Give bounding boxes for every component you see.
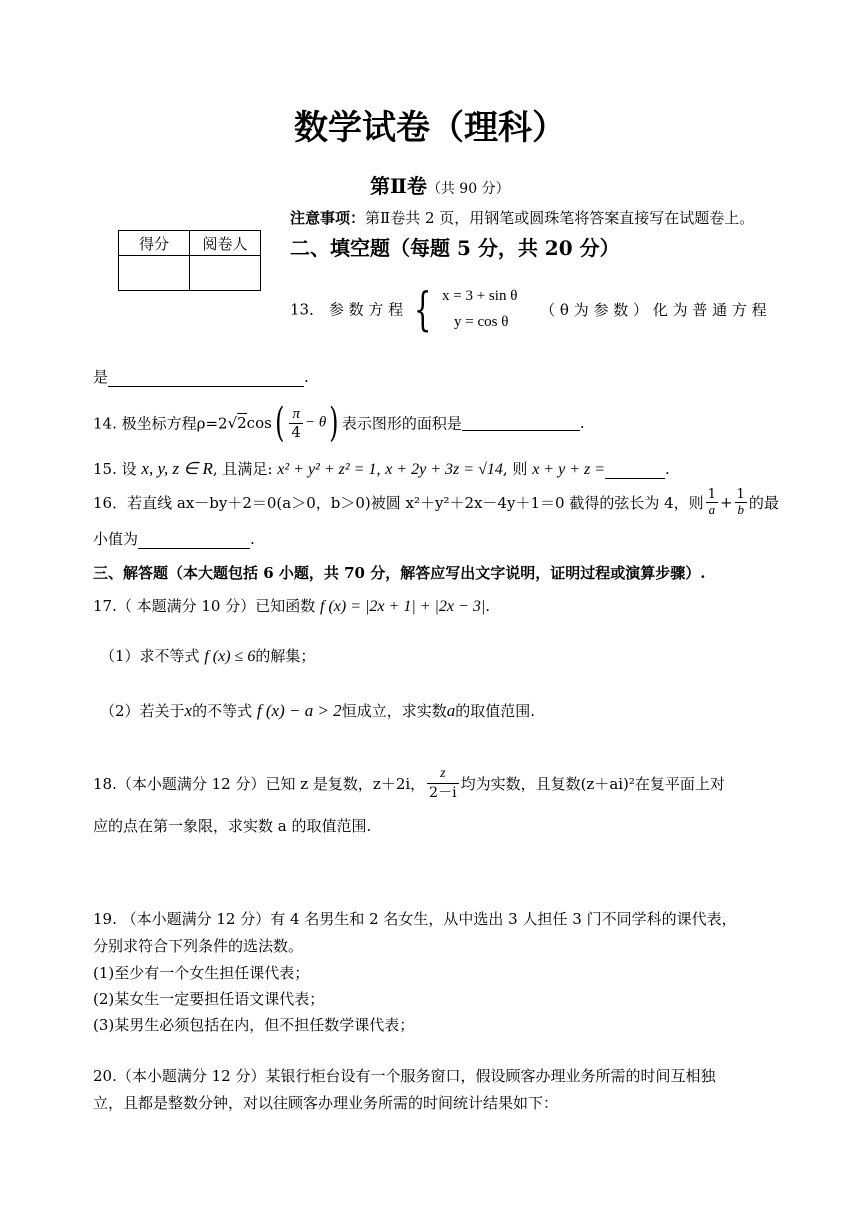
q13-brace: {	[413, 282, 432, 336]
paper-section-label	[370, 170, 510, 199]
grader-header: 阅卷人	[190, 231, 261, 256]
q19-line2: 分别求符合下列条件的选法数。	[93, 937, 304, 955]
q17-p2-mid: 的不等式	[192, 702, 253, 720]
q14-fraction: $\frac{\pi}{4}$	[291, 405, 301, 441]
page-title: 数学试卷（理科）	[294, 108, 566, 148]
q16-frac2: $\frac{1}{b}$	[736, 487, 745, 517]
q16-line1: 16．若直线 ax－by＋2＝0(a＞0，b＞0)被圆 x²＋y²＋2x－4y＋1＝0 截得的弦长为 4，则	[93, 494, 704, 512]
q17-part2	[100, 700, 535, 721]
question-18	[93, 765, 725, 802]
score-header: 得分	[119, 231, 190, 256]
grader-cell[interactable]	[190, 256, 261, 291]
score-table	[118, 230, 261, 291]
q15-end: .	[665, 460, 670, 478]
q13-prefix: 13． 参 数 方 程	[290, 300, 404, 319]
q17-p2-var2: a	[446, 701, 456, 720]
q19-item2: (2)某女生一定要担任语文课代表；	[93, 990, 325, 1008]
q13-suffix: （ θ 为 参 数 ） 化 为 普 通 方 程	[540, 300, 767, 319]
score-cell[interactable]	[119, 256, 190, 291]
q15-mid: , 且满足:	[212, 460, 273, 478]
q17-p2-expr: f (x) − a > 2	[256, 701, 342, 720]
question-17	[93, 595, 490, 616]
q17-end: .	[485, 597, 490, 615]
q14-blank[interactable]	[462, 416, 580, 431]
q16-plus: +	[719, 493, 733, 512]
q13-system	[442, 283, 517, 335]
q17-p2-label: （2）若关于	[100, 702, 185, 720]
q13-eq2: y = cos θ	[454, 314, 509, 330]
q14-end: .	[579, 414, 585, 432]
paper-section-main: 第Ⅱ卷	[370, 174, 427, 198]
q14-sqrt: 2	[237, 414, 247, 432]
q20-line2: 立，且都是整数分钟，对以往顾客办理业务所需的时间统计结果如下：	[93, 1094, 559, 1112]
q19-item3: (3)某男生必须包括在内，但不担任数学课代表；	[93, 1016, 415, 1034]
q16-line1-end: 的最	[748, 494, 779, 512]
q15-eq3: x + y + z =	[532, 461, 606, 478]
q18-line2: 应的点在第一象限，求实数 a 的取值范围.	[93, 817, 372, 835]
q15-vars: x, y, z ∈ R	[141, 459, 213, 478]
q15-eq1: x² + y² + z² = 1,	[277, 461, 381, 478]
q15-blank[interactable]	[605, 464, 665, 479]
q14-cos: cos	[246, 414, 272, 432]
q17-p1-end: 的解集；	[255, 647, 316, 665]
section-heading-fill-in: 二、填空题（每题 5 分，共 20 分）	[290, 236, 620, 260]
question-14: 14. 极坐标方程ρ=2√2cos( $\frac{\pi}{4}$ − θ) 表示图形的面积是 .	[93, 400, 585, 446]
question-16	[93, 488, 779, 517]
question-13	[290, 283, 815, 335]
q14-prefix: 14. 极坐标方程ρ=2	[93, 414, 228, 433]
question-15	[93, 458, 670, 479]
q16-frac1: $\frac{1}{a}$	[707, 487, 716, 517]
q15-mid2: , 则	[502, 460, 528, 478]
q18-fraction: $\frac{z}{2-i}$	[429, 766, 457, 801]
q20-line1: 20.（本小题满分 12 分）某银行柜台设有一个服务窗口，假设顾客办理业务所需的时间互相独	[93, 1067, 716, 1085]
q17-part1	[100, 645, 315, 666]
q13-tail-suffix: .	[304, 368, 309, 386]
q17-p2-var: x	[184, 701, 193, 720]
q16-blank[interactable]	[138, 534, 250, 549]
q14-minus-theta: − θ	[304, 414, 327, 431]
q17-p2-end: 的取值范围.	[455, 702, 535, 720]
q17-p1-expr: f (x) ≤ 6	[204, 648, 256, 665]
q16-line2: 小值为	[93, 530, 139, 548]
q13-blank[interactable]	[108, 372, 304, 387]
q15-eq2: x + 2y + 3z = √14	[385, 461, 503, 478]
q19-line1: 19. （本小题满分 12 分）有 4 名男生和 2 名女生，从中选出 3 人担任 3 门不同学科的课代表，	[93, 910, 737, 928]
section-heading-answers: 三、解答题（本大题包括 6 小题，共 70 分，解答应写出文字说明，证明过程或演算步骤）.	[93, 564, 706, 582]
q15-prefix: 15. 设	[93, 460, 137, 478]
q14-suffix: 表示图形的面积是	[341, 414, 462, 433]
q18-line1a: 18.（本小题满分 12 分）已知 z 是复数，z＋2i，	[93, 775, 426, 793]
q16-line2-end: .	[250, 530, 255, 548]
q16-answer-line	[93, 528, 255, 549]
q17-p1-label: （1）求不等式	[100, 647, 200, 665]
notice	[290, 207, 754, 228]
q17-head: 17.（ 本题满分 10 分）已知函数	[93, 597, 316, 615]
q13-answer-line	[93, 366, 309, 387]
q18-line1b: 均为实数，且复数(z＋ai)²在复平面上对	[460, 775, 725, 793]
q19-item1: (1)至少有一个女生担任课代表；	[93, 964, 310, 982]
q17-func: f (x) = |2x + 1| + |2x − 3|	[320, 598, 486, 615]
paper-section-note: （共 90 分）	[426, 181, 510, 197]
notice-label: 注意事项：	[290, 209, 366, 227]
notice-text: 第Ⅱ卷共 2 页，用钢笔或圆珠笔将答案直接写在试题卷上。	[365, 209, 755, 227]
q13-eq1: x = 3 + sin θ	[442, 288, 518, 304]
q13-tail-prefix: 是	[93, 368, 109, 386]
q17-p2-mid2: 恒成立，求实数	[341, 702, 447, 720]
